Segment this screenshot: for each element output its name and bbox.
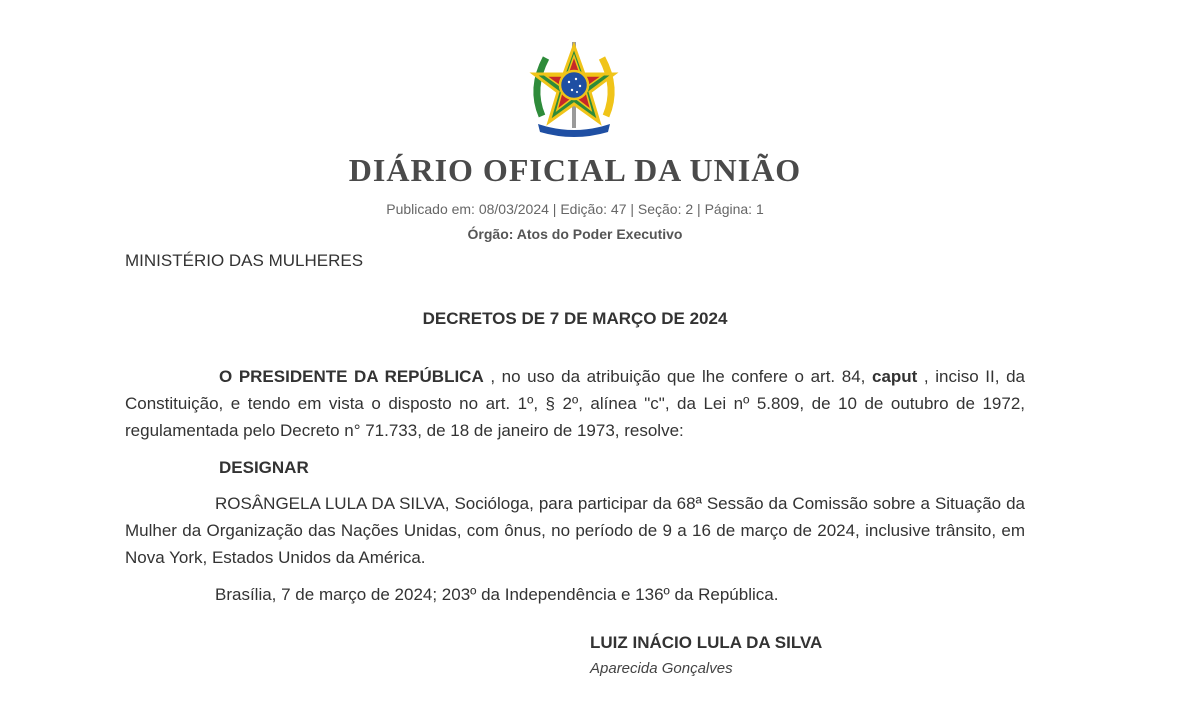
paragraph-preamble xyxy=(125,363,1025,444)
coat-of-arms-emblem xyxy=(524,38,624,138)
signature-minister: Aparecida Gonçalves xyxy=(590,660,733,677)
preamble-text-b: , inciso II, da Constituição, e tendo em vista o disposto no art. 1º, § 2º, alínea "c", da Lei nº 5.809, de 10 de outubro de 1972, regulamentada pelo Decreto n° 71.733, de 18 de janeiro de 1973, resolve: xyxy=(125,367,1025,440)
ministry-heading: MINISTÉRIO DAS MULHERES xyxy=(125,251,364,270)
paragraph-date-place: Brasília, 7 de março de 2024; 203º da Independência e 136º da República. xyxy=(215,585,779,604)
paragraph-designation: ROSÂNGELA LULA DA SILVA, Socióloga, para participar da 68ª Sessão da Comissão sobre a Situação da Mulher da Organização das Nações Unidas, com ônus, no período de 9 a 16 de março de 2024, inclusive trânsito, em Nova York, Estados Unidos da América. xyxy=(125,494,1025,567)
president-lead: O PRESIDENTE DA REPÚBLICA xyxy=(219,367,484,386)
preamble-text-a: , no uso da atribuição que lhe confere o art. 84, xyxy=(483,367,872,386)
publication-info: Publicado em: 08/03/2024 | Edição: 47 | Seção: 2 | Página: 1 xyxy=(386,201,764,217)
caput-term: caput xyxy=(871,367,918,386)
issuing-body: Órgão: Atos do Poder Executivo xyxy=(467,226,683,242)
newspaper-title: DIÁRIO OFICIAL DA UNIÃO xyxy=(348,152,802,188)
decree-title: DECRETOS DE 7 DE MARÇO DE 2024 xyxy=(422,309,728,328)
designar-heading: DESIGNAR xyxy=(219,458,309,477)
signature-president: LUIZ INÁCIO LULA DA SILVA xyxy=(590,633,823,652)
